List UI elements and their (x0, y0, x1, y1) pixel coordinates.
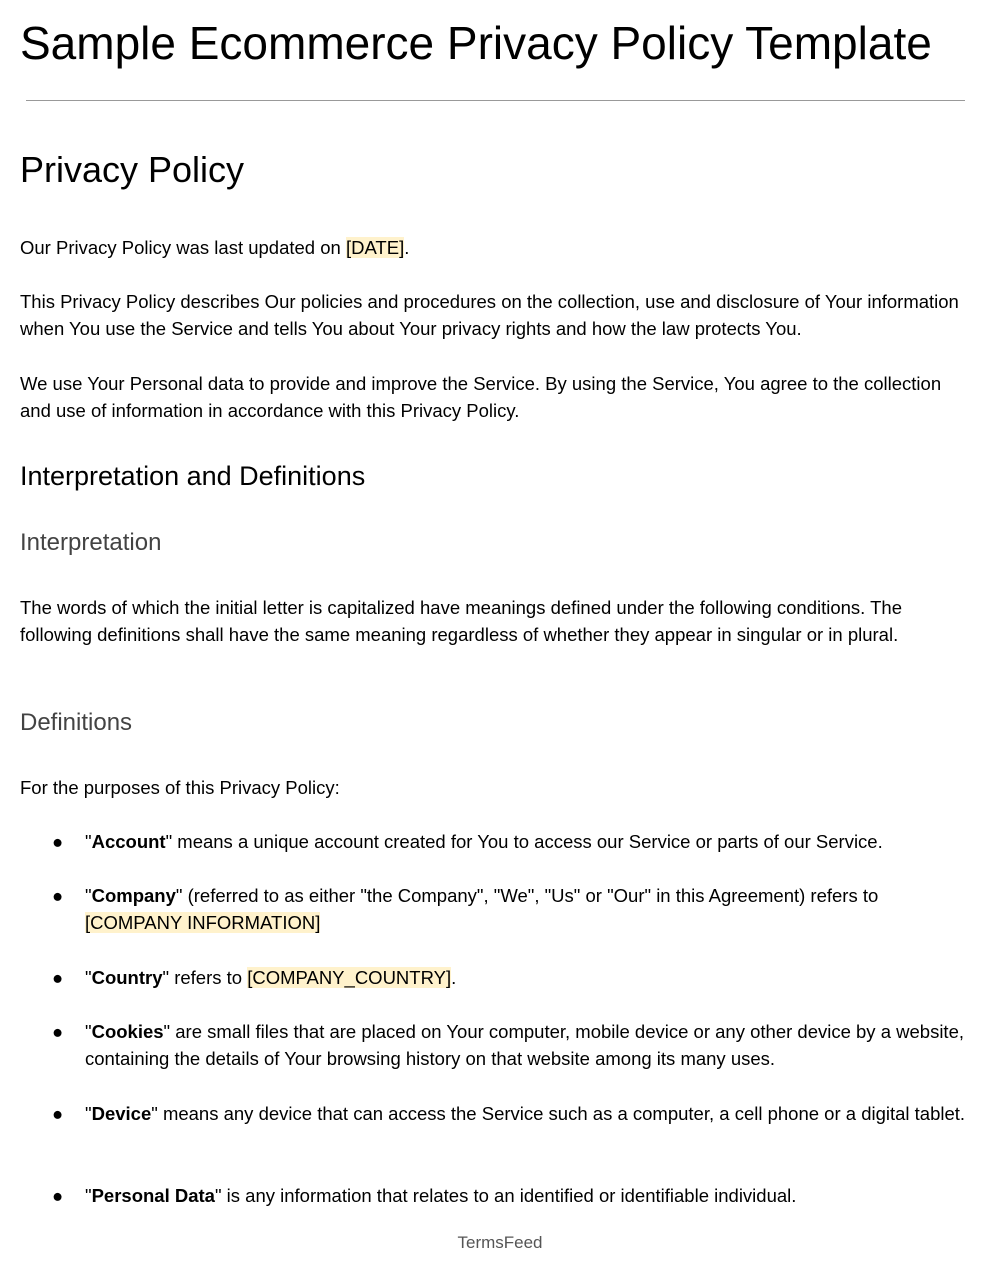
privacy-policy-heading: Privacy Policy (20, 149, 245, 190)
interpretation-definitions-heading: Interpretation and Definitions (20, 461, 366, 491)
bullet-icon: ● (52, 1021, 64, 1042)
bullet-icon: ● (52, 885, 64, 906)
company-country-placeholder: [COMPANY_COUNTRY] (247, 967, 452, 988)
definition-item-account: ● "Account" means a unique account created for You to access our Service or parts of our Service. (85, 828, 970, 855)
interpretation-text: The words of which the initial letter is capitalized have meanings defined under the following conditions. The following definitions shall have the same meaning regardless of whether they appear in singular or in plural. (20, 597, 903, 645)
definition-text: " means a unique account created for You to access our Service or parts of our Service. (165, 831, 883, 852)
definition-item-device: ● "Device" means any device that can access the Service such as a computer, a cell phone or a digital tablet. (85, 1100, 970, 1127)
definitions-heading: Definitions (20, 709, 133, 736)
interpretation-heading: Interpretation (20, 529, 162, 556)
definitions-intro: For the purposes of this Privacy Policy: (20, 777, 340, 798)
definition-text: " (referred to as either "the Company", "We", "Us" or "Our" in this Agreement) refers to (175, 885, 879, 906)
definition-text: " means any device that can access the Service such as a computer, a cell phone or a digital tablet. (151, 1103, 966, 1124)
definition-term: Cookies (91, 1021, 164, 1042)
bullet-icon: ● (52, 831, 64, 852)
definition-term: Device (91, 1103, 152, 1124)
last-updated-prefix: Our Privacy Policy was last updated on (20, 237, 346, 258)
intro-paragraph: We use Your Personal data to provide and improve the Service. By using the Service, You agree to the collection and use of information in accordance with this Privacy Policy. (20, 373, 942, 421)
definition-term: Country (91, 967, 163, 988)
last-updated-suffix: . (404, 237, 410, 258)
definition-term: Company (91, 885, 176, 906)
bullet-icon: ● (52, 1185, 64, 1206)
last-updated-line (20, 234, 975, 261)
definition-text: " are small files that are placed on Your computer, mobile device or any other device by a website, containing the details of Your browsing history on that website among its many uses. (85, 1021, 964, 1069)
bullet-icon: ● (52, 1103, 64, 1124)
definition-suffix: . (451, 967, 457, 988)
document-title: Sample Ecommerce Privacy Policy Template (20, 17, 932, 69)
definition-item-personal-data: ● "Personal Data" is any information that relates to an identified or identifiable individual. (85, 1182, 970, 1209)
footer-brand: TermsFeed (457, 1233, 543, 1252)
bullet-icon: ● (52, 967, 64, 988)
title-divider (26, 100, 965, 101)
intro-paragraph: This Privacy Policy describes Our policies and procedures on the collection, use and disclosure of Your information when You use the Service and tells You about Your privacy rights and how the law protects You. (20, 291, 959, 339)
company-information-placeholder: [COMPANY INFORMATION] (85, 912, 321, 933)
definition-item-country: ● "Country" refers to [COMPANY_COUNTRY]. (85, 964, 970, 991)
definition-term: Personal Data (91, 1185, 215, 1206)
definition-item-company: ● "Company" (referred to as either "the Company", "We", "Us" or "Our" in this Agreement) refers to [COMPANY INFORMATION] (85, 882, 970, 936)
definition-text: " refers to (162, 967, 248, 988)
date-placeholder: [DATE] (345, 237, 405, 258)
definition-text: " is any information that relates to an identified or identifiable individual. (214, 1185, 797, 1206)
definition-term: Account (91, 831, 166, 852)
definition-item-cookies: ● "Cookies" are small files that are placed on Your computer, mobile device or any other device by a website, containing the details of Your browsing history on that website among its many uses. (85, 1018, 970, 1072)
